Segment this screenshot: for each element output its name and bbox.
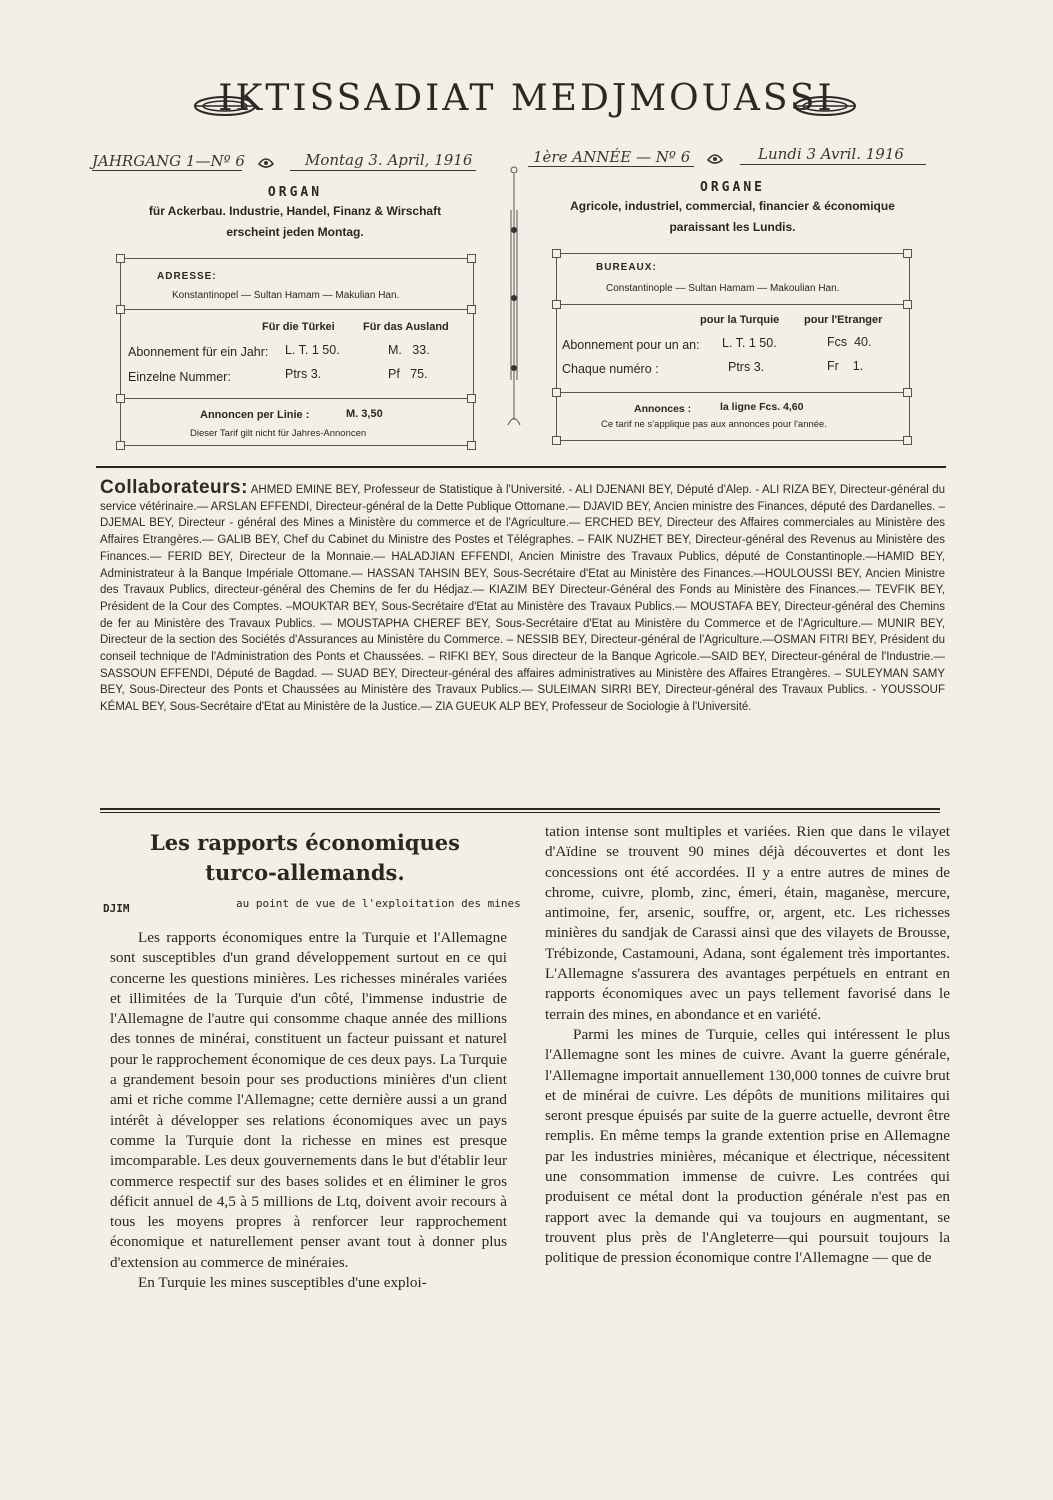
box-rule: [556, 440, 908, 441]
french-col-abroad: pour l'Etranger: [804, 314, 883, 326]
underline: [290, 170, 476, 171]
french-organ: ORGANE: [700, 180, 765, 195]
german-desc-1: für Ackerbau. Industrie, Handel, Finanz & Wirschaft: [148, 204, 442, 218]
article-title: [140, 828, 470, 888]
corner-ornament: [552, 388, 561, 397]
underline: [740, 164, 926, 165]
german-col-turkey: Für die Türkei: [262, 321, 335, 333]
french-row2-turkey: Ptrs 3.: [728, 360, 765, 374]
french-address: Constantinople — Sultan Hamam — Makoulian Han.: [606, 283, 840, 294]
box-rule: [556, 392, 908, 393]
french-row2-label: Chaque numéro :: [562, 362, 659, 376]
box-rule: [556, 304, 908, 305]
french-row2-abroad: Fr 1.: [827, 359, 864, 373]
article-column-right: [545, 822, 950, 1269]
french-col-turkey: pour la Turquie: [700, 314, 780, 326]
french-ads-label: Annonces :: [634, 403, 692, 415]
german-col-abroad: Für das Ausland: [363, 321, 449, 333]
german-row2-label: Einzelne Nummer:: [128, 370, 231, 384]
article-subtitle: au point de vue de l'exploitation des mines: [236, 897, 521, 910]
box-rule: [120, 258, 472, 259]
collaborators-heading: Collaborateurs:: [100, 477, 248, 498]
collaborators-list: [100, 477, 946, 716]
french-ads-note: Ce tarif ne s'applique pas aux annonces pour l'année.: [601, 419, 827, 430]
article-paragraph: Les rapports économiques entre la Turquie et l'Allemagne sont susceptibles d'un grand développement surtout en ce qui concerne les questions minières. Les richesses minérales variées et illimitées de la Turquie d'un côté, l'immense industrie de l'Allemagne de l'autre qui consomme chaque année des millions des tonnes de minérai, constituent un facteur puissant et naturel pour le rapprochement économique de ces deux pays. La Turquie a grandement besoin pour ses productions minières d'un client ami et riche comme l'Allemagne; cette dernière aussi a un grand intérêt à développer ses relations économiques avec un pays comme la Turquie dont la richesse en mines est presque imcomparable. Les deux gouvernements dans le but d'établir leur commerce respectif sur des bases solides et en éliminer le gros déficit annuel de 4,5 à 5 millions de Ltq, doivent avoir recours à tous les moyens propres à renforcer leur rapprochement économique et naturellement penser avant tout à donner plus d'extension au commerce de minéraies.: [110, 929, 507, 1271]
box-rule: [556, 253, 908, 254]
german-desc-2: erscheint jeden Montag.: [226, 225, 364, 239]
crescent-ornament-icon: [705, 150, 725, 166]
crescent-ornament-icon: [256, 154, 276, 170]
german-address-label: ADRESSE:: [157, 271, 217, 282]
corner-ornament: [116, 254, 125, 263]
collaborators-text: AHMED EMINE BEY, Professeur de Statistique à l'Université. - ALI DJENANI BEY, Député d'Alep. - ALI RIZA BEY, Directeur-général du service vétérinaire.— ARSLAN EFFENDI, Directeur-général de la Dette Publique Ottomane.— DJAVID BEY, Ancien ministre des Finances, député des Dardanelles. – DJEMAL BEY, Directeur - général des Mines a Ministère du commerce et de l'Agriculture.— ERCHED BEY, Directeur des Affaires commerciales au Ministère des Affaires Etrangères.— GALIB BEY, Chef du Cabinet du Ministre des Postes et Télégraphes. – FAIK NUZHET BEY, Directeur-général des Revenus au Ministère des Finances.— FERID BEY, Directeur de la Monnaie.— HALADJIAN EFFENDI, Ancien Ministre des Travaux Publics, député de Constantinople.—HAMID BEY, Administrateur à la Banque Impériale Ottomane.— HASSAN TAHSIN BEY, Sous-Secrétaire d'Etat au Ministère des Finances.—HOULOUSSI BEY, Ancien Ministre des Travaux Publics, directeur-général des Chemins de fer du Hédjaz.— KIAZIM BEY Directeur-Général des Fonds au Ministère des Finances.— TEVFIK BEY, Président de la Cour des Comptes. –MOUKTAR BEY, Sous-Secrétaire d'Etat au Ministère des Travaux Publics.— MOUSTAFA BEY, Directeur-général des Chemins de fer au Ministère des Travaux Publics. — MOUSTAPHA CHEREF BEY, Sous-Secrétaire d'Etat au Ministère du Commerce et de l'Agriculture.— MUNIR BEY, Directeur de la section des Sociétés d'Assurances au Ministère du Commerce. – NESSIB BEY, Directeur-général de l'Agriculture.—OSMAN FITRI BEY, Président du conseil technique de l'Administration des Ponts et Chaussées. – RIFKI BEY, Sous directeur de la Banque Agricole.—SAID BEY, Directeur-général de l'Industrie.— SASSOUN EFFENDI, Député de Bagdad. — SUAD BEY, Directeur-général des affaires administratives au Ministère des Affaires Etrangères. – SULEYMAN SAMY BEY, Sous-Directeur des Ponts et Chaussées au Ministère des Travaux Publics.— SULEIMAN SIRRI BEY, Directeur-général des Travaux Publics. - YOUSSOUF KÉMAL BEY, Sous-Secrétaire d'Etat au Ministère de la Justice.— ZIA GUEUK ALP BEY, Professeur de Sociologie à l'Université.: [100, 484, 946, 714]
box-rule: [120, 309, 472, 310]
corner-ornament: [116, 305, 125, 314]
german-ads-label: Annoncen per Linie :: [200, 409, 310, 421]
section-rule: [96, 466, 946, 468]
french-row1-abroad: Fcs 40.: [827, 335, 872, 349]
corner-ornament: [116, 394, 125, 403]
article-author: DJIM: [103, 902, 130, 915]
corner-ornament: [116, 441, 125, 450]
german-ads-price: M. 3,50: [346, 408, 383, 420]
french-issue: 1ère ANNÉE — Nº 6: [533, 148, 691, 166]
corner-ornament: [552, 300, 561, 309]
german-row1-abroad: M. 33.: [388, 343, 430, 357]
column-divider-ornament: [507, 150, 521, 435]
box-rule: [120, 445, 472, 446]
masthead-title: IKTISSADIAT MEDJMOUASSI: [218, 78, 835, 119]
article-paragraph: En Turquie les mines susceptibles d'une exploi-: [138, 1274, 427, 1292]
corner-ornament: [552, 436, 561, 445]
german-date: Montag 3. April, 1916: [305, 151, 473, 169]
article-column-left: [110, 928, 507, 1293]
masthead: [0, 78, 1053, 119]
underline: [92, 170, 242, 171]
french-desc-1: Agricole, industriel, commercial, financier & économique: [570, 199, 895, 213]
german-row1-label: Abonnement für ein Jahr:: [128, 345, 269, 359]
corner-ornament: [467, 254, 476, 263]
corner-ornament: [467, 441, 476, 450]
german-row2-abroad: Pf 75.: [388, 367, 428, 381]
article-paragraph: Parmi les mines de Turquie, celles qui intéressent le plus l'Allemagne sont les mines de cuivre. Avant la guerre générale, l'Allemagne importait annuellement 130,000 tonnes de cuivre brut et de minérai de cuivre. Les dépôts de munitions militaires qui seront presque épuisés par suite de la guerre actuelle, devront être remplis. En même temps la grande extention prise en Allemagne par les industries minières, mécanique et électrique, nécessitent une consommation immense de cuivre. Les contrées qui produisent ce métal dont la production générale n'est pas en rapport avec la demande qui va toujours en augmentant, se trouvent plus près de l'Angleterre—qui poursuit toujours la politique de pression économique contre l'Allemagne — que de: [545, 1025, 950, 1267]
box-rule: [120, 398, 472, 399]
section-rule: [100, 808, 940, 810]
article-paragraph: tation intense sont multiples et variées. Rien que dans le vilayet d'Aïdine se trouvent 90 mines déjà découvertes et dont les concessions ont été accordées. Il y a entre autres de mines de chrome, cuivre, plomb, zinc, émeri, étain, maganèse, mercure, antimoine, fer, arsenic, souffre, or, argent, etc. Les richesses minières du sandjak de Carassi ainsi que des vilayets de Brousse, Trébizonde, Castamouni, Adana, sont également très importantes. L'Allemagne s'assurera des avantages perpétuels en entrant en rapports économiques avec un pays tellement favorisé dans le terrain des mines, en abondance et en variété.: [545, 823, 950, 1023]
section-rule: [100, 812, 940, 813]
corner-ornament: [903, 388, 912, 397]
corner-ornament: [903, 436, 912, 445]
german-address: Konstantinopel — Sultan Hamam — Makulian Han.: [172, 290, 400, 301]
french-date: Lundi 3 Avril. 1916: [758, 145, 904, 163]
corner-ornament: [903, 249, 912, 258]
corner-ornament: [467, 394, 476, 403]
french-address-label: BUREAUX:: [596, 262, 657, 273]
corner-ornament: [552, 249, 561, 258]
german-row2-turkey: Ptrs 3.: [285, 367, 322, 381]
corner-ornament: [467, 305, 476, 314]
article-title-line-1: Les rapports économiques: [150, 830, 460, 855]
underline: [528, 166, 694, 167]
french-row1-label: Abonnement pour un an:: [562, 338, 700, 352]
corner-ornament: [903, 300, 912, 309]
german-organ: ORGAN: [267, 185, 323, 200]
french-row1-turkey: L. T. 1 50.: [722, 336, 777, 350]
french-desc-2: paraissant les Lundis.: [669, 220, 796, 234]
article-title-line-2: turco-allemands.: [205, 860, 405, 885]
french-ads-price: la ligne Fcs. 4,60: [720, 401, 804, 413]
german-row1-turkey: L. T. 1 50.: [285, 343, 340, 357]
german-issue: JAHRGANG 1—Nº 6: [92, 152, 245, 170]
german-ads-note: Dieser Tarif gilt nicht für Jahres-Annoncen: [190, 428, 367, 439]
